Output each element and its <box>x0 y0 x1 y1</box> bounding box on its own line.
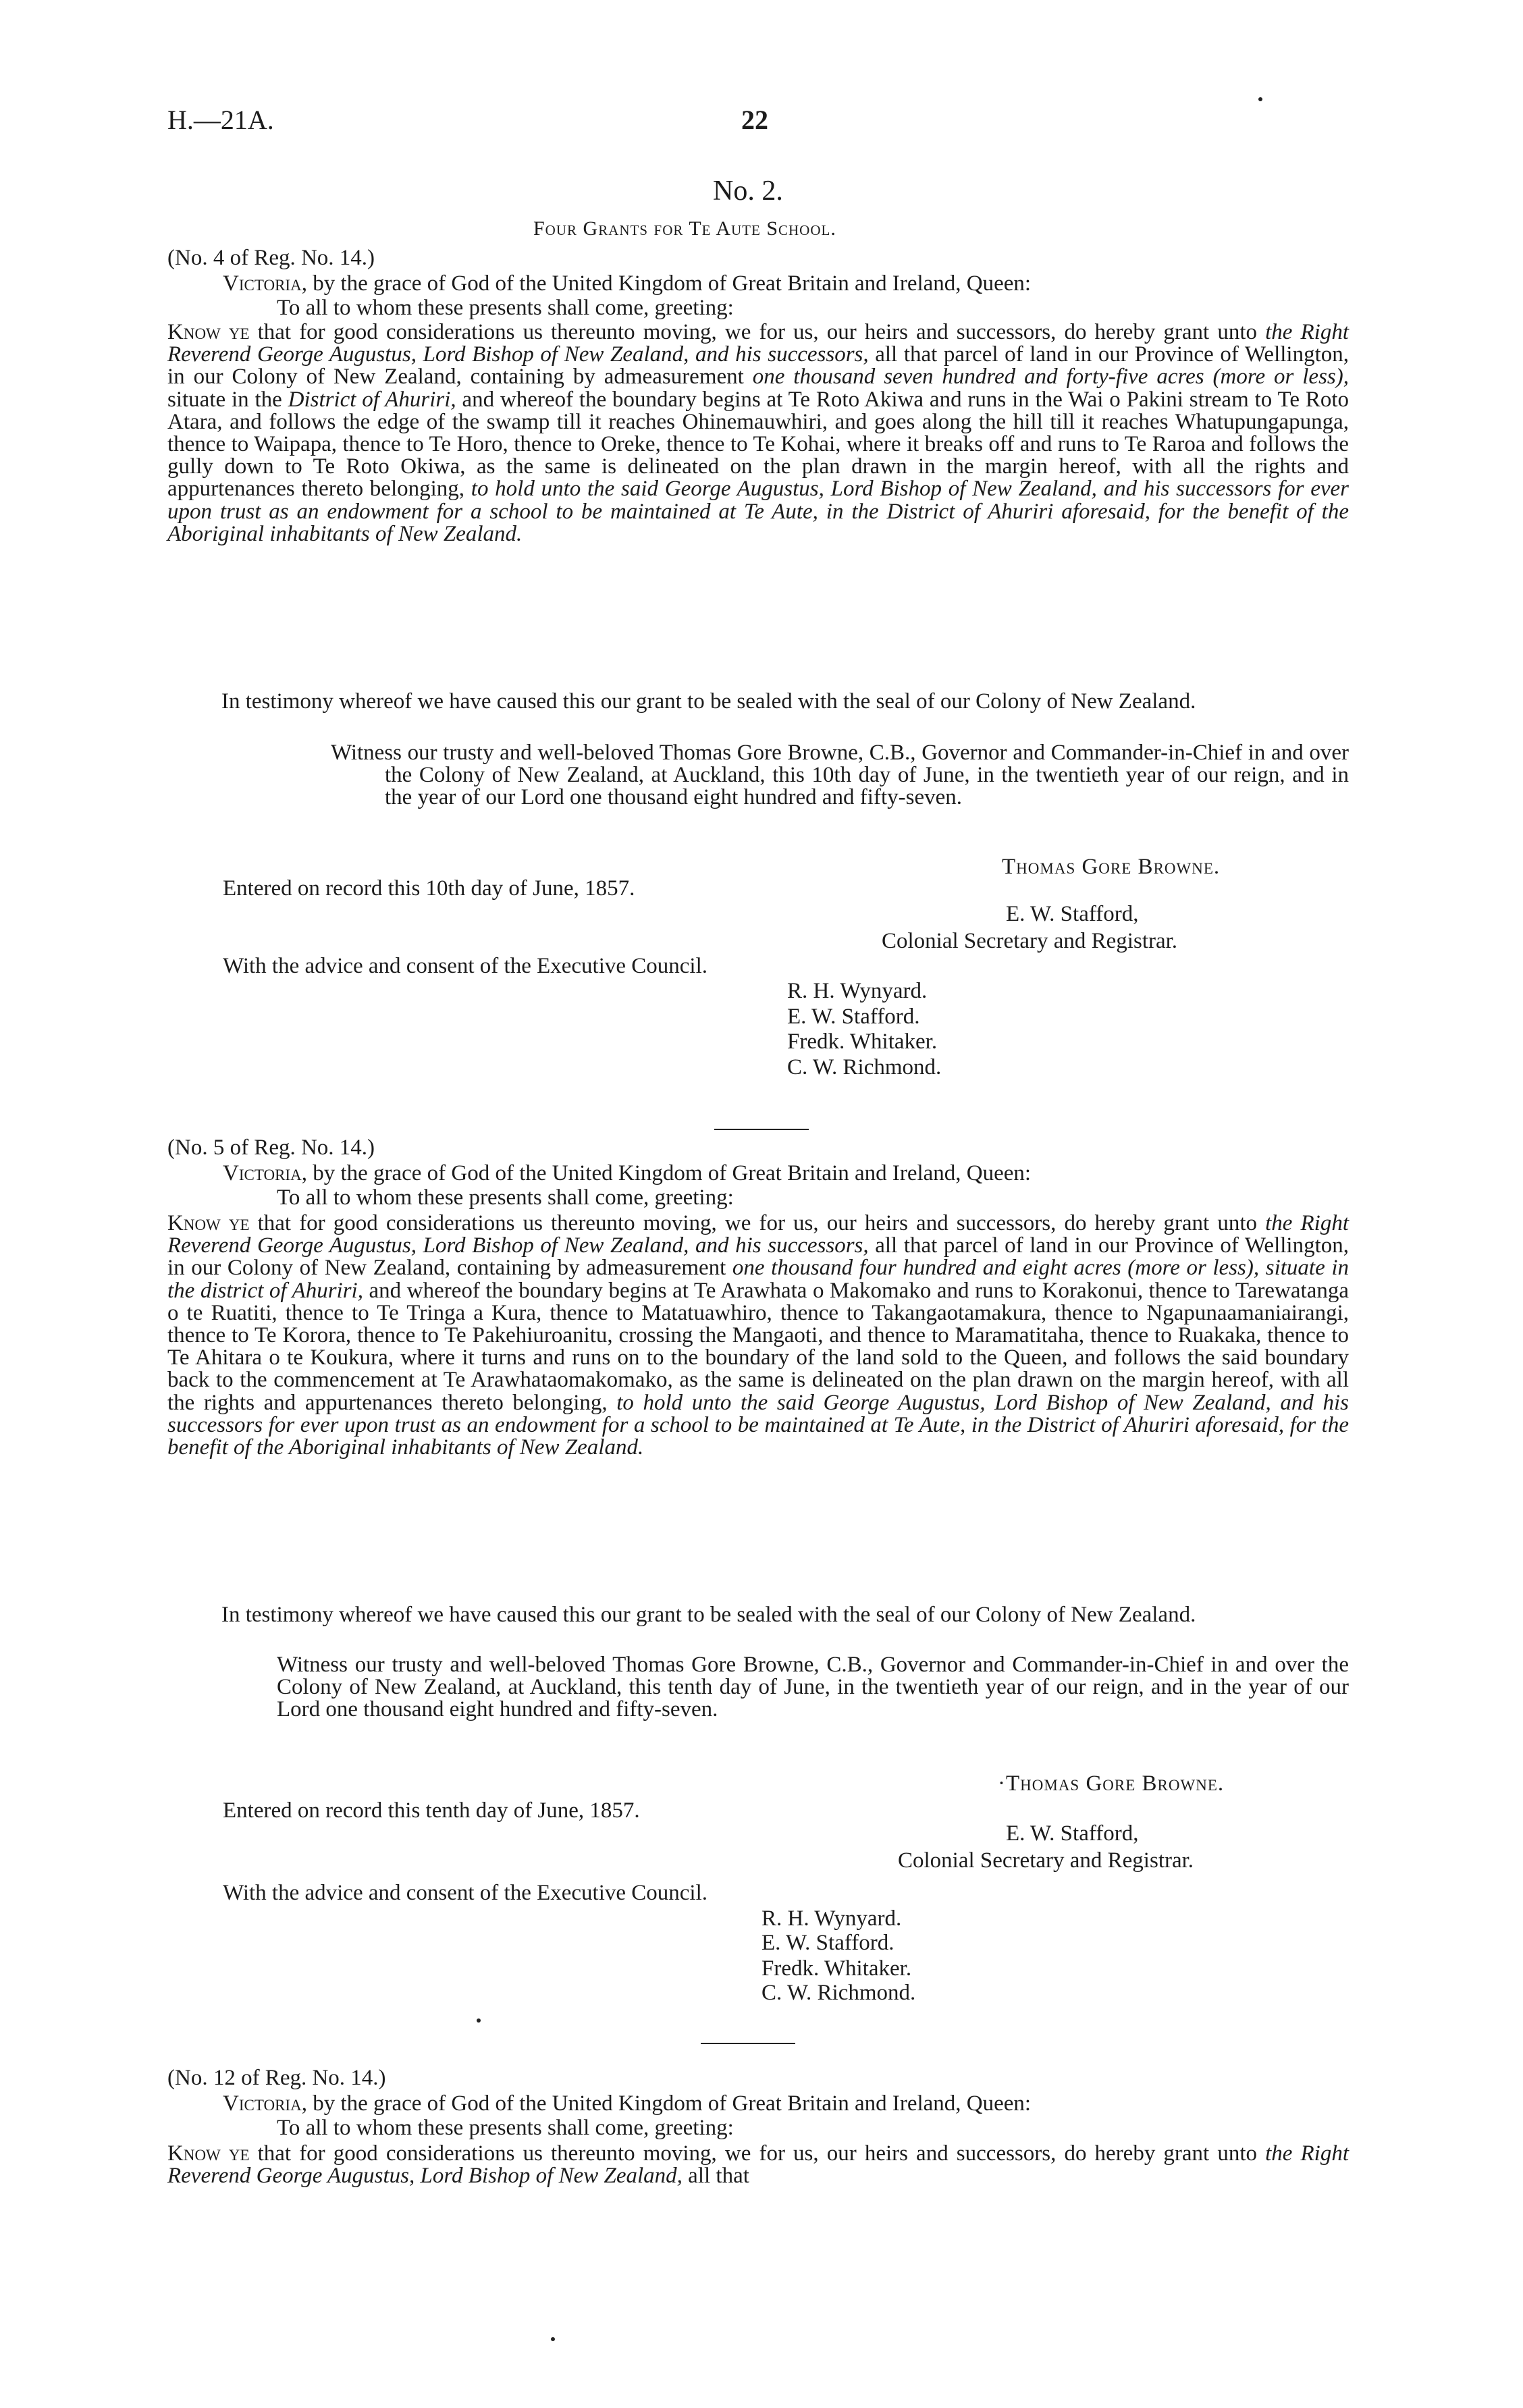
boundary-text: and whereof the boundary begins at Te Roto Akiwa and runs in the Wai o Pakini stream to Te Roto Atara, and follows the edge of the swamp till it reaches Ohinemauwhiri, and goes along the hill till it reaches Whatupungapunga, thence to Waipapa, thence to Te Horo, thence to Oreke, thence to Te Kohai, where it breaks off and runs to Te Raroa and follows the gully down to Te Roto Okiwa, as the same is delineated on the plan drawn in the margin hereof, with all the rights and appurtenances thereto belonging, <box>167 387 1349 502</box>
testimony-clause: In testimony whereof we have caused this our grant to be sealed with the seal of our Colony of New Zealand. <box>221 1603 1196 1627</box>
council-member: Fredk. Whitaker. <box>762 1956 912 1981</box>
council-member: R. H. Wynyard. <box>787 979 928 1003</box>
secretary-name-text: E. W. Stafford, <box>1006 902 1139 926</box>
grant-register-reference: (No. 5 of Reg. No. 14.) <box>167 1135 375 1160</box>
boundary-text: and whereof the boundary begins at Te Arawhata o Makomako and runs to Korakonui, thence to Tarewatanga o te Ruatiti, thence to Te Tringa a Kura, thence to Matatuawhiro, thence to Takangaotamakura, thence to Ngapunaamaniairangi, thence to Te Korora, thence to Te Pakehiuroanitu, crossing the Mangaoti, and thence to Maramatitaha, thence to Ruakaka, thence to Te Ahitara o te Koukura, where it turns and runs on to the boundary of the land sold to the Queen, and follows the said boundary back to the commencement at Te Arawhataomakomako, as the same is delineated on the plan drawn on the margin hereof, with all the rights and appurtenances thereto belonging, <box>167 1278 1349 1415</box>
secretary-name <box>1006 1823 1138 1845</box>
secretary-title: Colonial Secretary and Registrar. <box>882 929 1178 953</box>
section-divider <box>701 2043 795 2044</box>
section-subtitle: Four Grants for Te Aute School. <box>533 217 836 240</box>
governor-signature: Thomas Gore Browne. <box>1002 855 1221 879</box>
grant-register-reference: (No. 12 of Reg. No. 14.) <box>167 2066 386 2090</box>
witness-clause: Witness our trusty and well-beloved Thomas Gore Browne, C.B., Governor and Commander-in-Chief in and over the Colony of New Zealand, at Auckland, this tenth day of June, in the twentieth year of our reign, and in the year of our Lord one thousand eight hundred and fifty-seven. <box>277 1653 1349 1722</box>
council-member: R. H. Wynyard. <box>762 1906 902 1931</box>
grantee: the Right Reverend George Augustus, Lord Bishop of New Zealand, and his successors, <box>167 320 1349 367</box>
body-text: that for good considerations us thereunto moving, we for us, our heirs and successors, do hereby grant unto <box>249 320 1266 344</box>
acreage: one thousand four hundred and eight acres (more or less), situate in the district of Ahuriri, <box>167 1256 1349 1303</box>
entered-on-record: Entered on record this tenth day of June, 1857. <box>223 1798 640 1823</box>
grantee: the Right Reverend George Augustus, Lord Bishop of New Zealand, <box>167 2141 1349 2189</box>
speck <box>551 2337 555 2341</box>
witness-clause: Witness our trusty and well-beloved Thomas Gore Browne, C.B., Governor and Commander-in-Chief in and over the Colony of New Zealand, at Auckland, this 10th day of June, in the twentieth year of our reign, and in the year of our Lord one thousand eight hundred and fifty-seven. <box>331 741 1349 810</box>
secretary-title: Colonial Secretary and Registrar. <box>898 1848 1194 1873</box>
body-text: that for good considerations us thereunto moving, we for us, our heirs and successors, do hereby grant unto <box>249 1211 1266 1235</box>
trust-clause: to hold unto the said George Augustus, Lord Bishop of New Zealand, and his successors for ever upon trust as an endowment for a school to be maintained at Te Aute, in the District of Ahuriri aforesaid, for the benefit of the Aboriginal inhabitants of New Zealand. <box>167 477 1350 546</box>
grantee: the Right Reverend George Augustus, Lord Bishop of New Zealand, and his successors, <box>167 1211 1349 1258</box>
district: District of Ahuriri, <box>288 387 456 412</box>
grant-greeting: To all to whom these presents shall come, greeting: <box>277 1185 734 1210</box>
grant-register-reference: (No. 4 of Reg. No. 14.) <box>167 246 375 270</box>
grant-body <box>167 1212 1349 1459</box>
grant-body <box>167 321 1349 545</box>
trust-clause: to hold unto the said George Augustus, Lord Bishop of New Zealand, and his successors for ever upon trust as an endowment for a school to be maintained at Te Aute, in the District of Ahuriri aforesaid, for the benefit of the Aboriginal inhabitants of New Zealand. <box>167 1390 1349 1460</box>
council-member: C. W. Richmond. <box>787 1055 942 1079</box>
council-member: C. W. Richmond. <box>762 1981 916 2005</box>
victoria-word: Victoria <box>223 271 302 296</box>
grant-preamble <box>223 1162 1031 1185</box>
know-ye: Know ye <box>167 1211 250 1235</box>
council-member: E. W. Stafford. <box>787 1005 920 1029</box>
preamble-text: , by the grace of God of the United Kingdom of Great Britain and Ireland, Queen: <box>301 1161 1032 1185</box>
body-text: all that parcel of land in our Province of Wellington, in our Colony of New Zealand, containing by admeasurement <box>167 342 1349 390</box>
acreage: one thousand seven hundred and forty-five acres (more or less), <box>752 365 1350 390</box>
grant-greeting: To all to whom these presents shall come, greeting: <box>277 2116 734 2140</box>
section-divider <box>714 1129 809 1130</box>
body-text: all that <box>682 2164 749 2189</box>
preamble-text: , by the grace of God of the United Kingdom of Great Britain and Ireland, Queen: <box>301 271 1032 296</box>
section-number: No. 2. <box>713 176 783 207</box>
victoria-word: Victoria <box>223 1161 302 1185</box>
executive-council-advice: With the advice and consent of the Executive Council. <box>223 1881 708 1905</box>
body-text: that for good considerations us thereunto moving, we for us, our heirs and successors, do hereby grant unto <box>249 2141 1266 2166</box>
secretary-name <box>1006 903 1138 926</box>
preamble-text: , by the grace of God of the United Kingdom of Great Britain and Ireland, Queen: <box>301 2091 1032 2116</box>
council-member: Fredk. Whitaker. <box>787 1029 938 1054</box>
speck <box>1258 97 1262 101</box>
body-text: situate in the <box>167 387 288 412</box>
governor-signature: ·Thomas Gore Browne. <box>998 1771 1225 1796</box>
victoria-word: Victoria <box>223 2091 302 2116</box>
know-ye: Know ye <box>167 320 250 344</box>
entered-on-record: Entered on record this 10th day of June, 1857. <box>223 876 635 901</box>
document-reference: H.—21A. <box>167 105 274 135</box>
council-member: E. W. Stafford. <box>762 1931 894 1955</box>
know-ye: Know ye <box>167 2141 250 2166</box>
testimony-clause: In testimony whereof we have caused this our grant to be sealed with the seal of our Colony of New Zealand. <box>221 689 1196 714</box>
grant-greeting: To all to whom these presents shall come, greeting: <box>277 296 734 320</box>
body-text: all that parcel of land in our Province of Wellington, in our Colony of New Zealand, containing by admeasurement <box>167 1233 1349 1281</box>
secretary-name-text: E. W. Stafford, <box>1006 1821 1139 1846</box>
grant-preamble <box>223 273 1031 295</box>
grant-preamble <box>223 2093 1031 2115</box>
page-number: 22 <box>741 105 768 135</box>
grant-body <box>167 2143 1349 2187</box>
executive-council-advice: With the advice and consent of the Executive Council. <box>223 954 708 978</box>
speck <box>477 2018 481 2023</box>
